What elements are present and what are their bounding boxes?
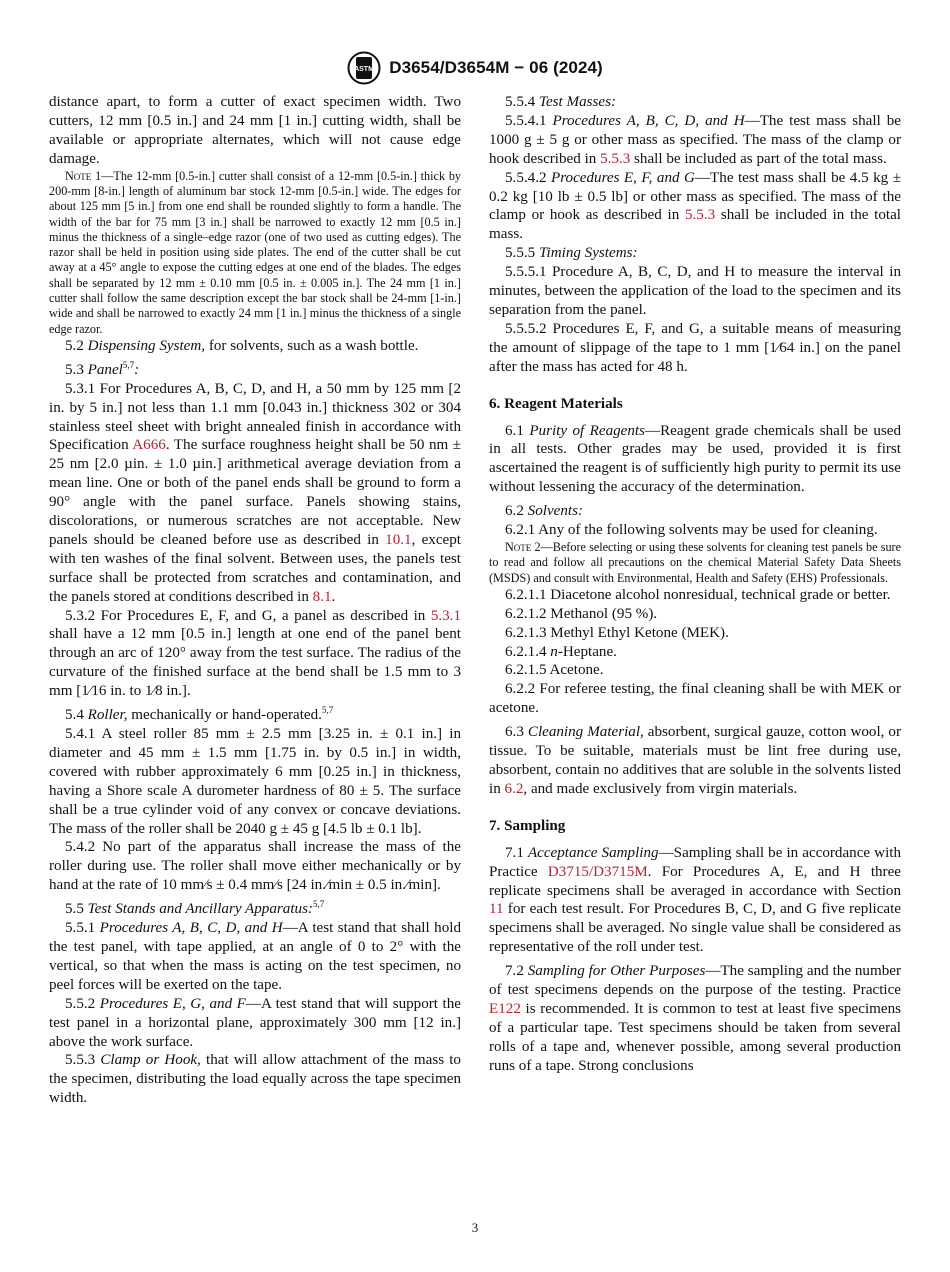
section-number: 5.3 — [65, 361, 84, 378]
section-number: 5.5.2 — [65, 995, 96, 1012]
section-title: Acceptance Sampling — [527, 844, 659, 861]
section-title: Timing Systems: — [538, 245, 638, 262]
section-number: 5.5.5 — [505, 245, 536, 262]
section-title: Test Stands and Ancillary Apparatus: — [87, 901, 313, 918]
section-6-2-1-5: 6.2.1.5 Acetone. — [505, 662, 604, 679]
section-text: mechanically or hand-operated. — [127, 707, 322, 724]
section-7-heading: 7. Sampling — [489, 817, 566, 834]
section-6-1 — [489, 422, 901, 498]
section-5-5-2 — [49, 995, 461, 1052]
section-text: shall have a 12 mm [0.5 in.] length at one end of the panel bent through an arc of 120° away from the test surface. The radius of the curvature of the finished surface at the bend shall be 1.5 mm to 3 mm [1⁄16 in. to 1⁄8 in.]. — [49, 626, 461, 700]
section-6-2-1: 6.2.1 Any of the following solvents may be used for cleaning. — [505, 522, 878, 539]
section-number: 5.4 — [65, 707, 84, 724]
section-text: shall be included in the total mass. — [489, 207, 901, 243]
section-5-4-1: 5.4.1 A steel roller 85 mm ± 2.5 mm [3.25 in. ± 0.1 in.] in diameter and 45 mm ± 1.5 mm [1.75 in. by 0.5 in.] in width, covered with rubber approximately 6 mm [0.25 in.] in thickness, having a Shore scale A durometer hardness of 80 ± 5. The surface shall be a true cylinder void of any convex or concave deviations. The mass of the roller shall be 2040 g ± 45 g [4.5 lb ± 0.1 lb]. — [49, 726, 461, 837]
note-2-text: —Before selecting or using these solvents for cleaning test panels be sure to read and follow all precautions on the chemical Material Safety Data Sheets (MSDS) and consult with Environmental, Health and Safety (EHS) Professionals. — [489, 539, 901, 585]
section-text: . — [331, 588, 336, 605]
section-text: for each test result. For Procedures B, C, D, and G five replicate specimens shall be averaged. No single value shall be considered as representative of the roll under test. — [489, 901, 901, 956]
section-text: —The test mass shall be 1000 g ± 5 g or other mass as specified. The mass of the clamp or hook described in — [489, 112, 901, 167]
note-2-label: Note 2 — [505, 539, 541, 554]
footnote-ref: 5,7 — [312, 899, 325, 910]
ref-link-d3715[interactable]: D3715/D3715M — [547, 863, 648, 880]
section-6-heading: 6. Reagent Materials — [489, 395, 623, 412]
section-title: Clamp or Hook, — [100, 1052, 201, 1069]
section-5-3 — [49, 361, 461, 380]
note-2 — [489, 540, 901, 586]
section-6-3 — [489, 723, 901, 799]
section-text: 5.3.2 For Procedures E, F, and G, a panel as described in — [65, 607, 431, 624]
right-column — [489, 93, 901, 1076]
section-5-5-4-1 — [489, 112, 901, 169]
section-number: 6.1 — [505, 422, 524, 439]
section-6-2-2: 6.2.2 For referee testing, the final cleaning shall be with MEK or acetone. — [489, 681, 901, 717]
document-designation: D3654/D3654M − 06 (2024) — [389, 58, 603, 77]
note-1 — [49, 169, 461, 337]
section-number: 5.5.4.1 — [505, 112, 547, 129]
section-text: , except with ten washes of the final solvent. Between uses, the panels test surface shall be protected from scratches and contamination, and the panels stored at conditions described in — [49, 531, 461, 605]
section-number: 5.5 — [65, 901, 84, 918]
section-title: Roller, — [87, 707, 128, 724]
section-number: 5.5.4.2 — [505, 169, 547, 186]
section-text: —A test stand that shall hold the test panel, with tape applied, at an angle of 0 to 2° with the vertical, so that when the mass is acting on the test specimen, no peel forces will be exerted on the tape. — [49, 920, 461, 993]
section-number: 5.5.3 — [65, 1052, 96, 1069]
section-5-5 — [49, 900, 461, 919]
section-number: 6.2 — [505, 503, 524, 520]
section-5-2 — [49, 337, 461, 356]
section-title: Purity of Reagents — [529, 422, 645, 439]
section-5-4 — [49, 706, 461, 725]
section-title: Sampling for Other Purposes — [527, 963, 706, 980]
section-5-5-3 — [49, 1051, 461, 1108]
section-number: 5.5.1 — [65, 920, 96, 937]
section-text: —Sampling shall be in accordance with Practice — [489, 844, 901, 880]
section-6-2-1-2: 6.2.1.2 Methanol (95 %). — [505, 605, 658, 622]
section-text: —The test mass shall be 4.5 kg ± 0.2 kg [10 lb ± 0.5 lb] or other mass as specified. The mass of the clamp or hook as described in — [489, 169, 901, 224]
section-text: —Reagent grade chemicals shall be used in all tests. Other grades may be used, provided it is first ascertained the reagent is of sufficiently high purity to permit its use without lessening the accuracy of the determination. — [489, 422, 901, 496]
paragraph-continuation: distance apart, to form a cutter of exact specimen width. Two cutters, 12 mm [0.5 in.] and 24 mm [1 in.] cutting width, shall be available or appropriate alternates, which will not cause edge damage. — [49, 94, 461, 167]
section-7-1 — [489, 844, 901, 957]
section-5-5-1 — [49, 919, 461, 995]
section-title: Dispensing System, — [87, 337, 206, 354]
section-text: is recommended. It is common to test at least five specimens of a particular tape. Test specimens should be taken from several rolls of a tape and, whenever possible, among several production runs of a tape. Strong conclusions — [489, 1000, 901, 1074]
section-text: —A test stand that will support the test panel in a horizontal plane, approximately 300 mm [12 in.] above the work surface. — [49, 995, 461, 1050]
section-5-3-2 — [49, 607, 461, 702]
section-text: —The sampling and the number of test specimens depends on the purpose of the testing. Practice — [489, 963, 901, 999]
astm-logo-icon — [347, 51, 381, 85]
left-column — [49, 93, 461, 1108]
section-6-2-1-1: 6.2.1.1 Diacetone alcohol nonresidual, technical grade or better. — [505, 586, 891, 603]
section-6-2-1-4 — [489, 643, 901, 662]
section-text: 5.3.1 For Procedures A, B, C, D, and H, a 50 mm by 125 mm [2 in. by 5 in.] not less than 1.1 mm [0.043 in.] thickness 302 or 304 stainless steel sheet with bright annealed finish in accordance with Specification — [49, 380, 461, 454]
section-7-2 — [489, 962, 901, 1075]
section-number: 6.2.1.4 — [505, 643, 551, 660]
section-6-2 — [489, 502, 901, 521]
section-text: that will allow attachment of the mass to the specimen, distributing the load equally across the tape specimen width. — [49, 1052, 461, 1107]
section-title: Procedures E, F, and G — [551, 169, 695, 186]
ref-link-5-5-3[interactable]: 5.5.3 — [684, 207, 716, 224]
section-title: Test Masses: — [538, 94, 616, 110]
section-text: for solvents, such as a wash bottle. — [205, 337, 419, 354]
section-colon: : — [134, 361, 140, 378]
section-5-5-4-2 — [489, 169, 901, 245]
section-number: 7.1 — [505, 844, 524, 861]
section-title: Cleaning Material, — [527, 724, 644, 741]
ref-link-section-11[interactable]: 11 — [489, 901, 504, 918]
ref-link-e122[interactable]: E122 — [489, 1000, 521, 1017]
ref-link-10-1[interactable]: 10.1 — [385, 531, 412, 548]
section-5-5-4 — [489, 93, 901, 112]
ref-link-a666[interactable]: A666 — [132, 437, 166, 454]
ref-link-8-1[interactable]: 8.1 — [312, 588, 332, 605]
footnote-ref: 5,7 — [321, 705, 334, 716]
section-title: Procedures A, B, C, D, and H — [99, 920, 283, 937]
page-number: 3 — [471, 1220, 479, 1235]
section-text: absorbent, surgical gauze, cotton wool, or tissue. To be suitable, materials must be lint free during use, absorbent, contain no additives that are soluble in the solvents listed in — [489, 724, 901, 797]
note-1-label: Note 1 — [65, 168, 102, 183]
ref-link-5-3-1[interactable]: 5.3.1 — [430, 607, 461, 624]
ref-link-6-2[interactable]: 6.2 — [504, 780, 524, 797]
section-text: shall be included as part of the total mass. — [630, 150, 887, 167]
section-5-4-2: 5.4.2 No part of the apparatus shall increase the mass of the roller during use. The roller shall move either mechanically or by hand at the rate of 10 mm⁄s ± 0.4 mm⁄s [24 in.⁄min ± 0.5 in.⁄min]. — [49, 839, 461, 894]
section-5-5-5-1: 5.5.5.1 Procedure A, B, C, D, and H to measure the interval in minutes, between the application of the load to the specimen and its separation from the panel. — [489, 264, 901, 318]
section-title: Procedures E, G, and F — [99, 995, 246, 1012]
astm-logo-text: ASTM — [354, 66, 375, 73]
section-title: Panel — [87, 361, 123, 378]
section-number: 7.2 — [505, 963, 524, 980]
section-number: 5.2 — [65, 337, 84, 354]
page-header — [0, 50, 950, 86]
section-number: 6.3 — [505, 724, 524, 741]
italic-n: n — [550, 643, 558, 660]
section-title: Solvents: — [527, 503, 583, 520]
footnote-ref: 5,7 — [122, 359, 135, 370]
section-5-3-1 — [49, 380, 461, 607]
section-5-5-5 — [489, 244, 901, 263]
section-text: , and made exclusively from virgin materials. — [523, 780, 798, 797]
section-text: . For Procedures A, E, and H three replicate specimens shall be averaged in accordance with Section — [489, 863, 901, 899]
ref-link-5-5-3[interactable]: 5.5.3 — [600, 150, 631, 167]
section-6-2-1-3: 6.2.1.3 Methyl Ethyl Ketone (MEK). — [505, 624, 729, 641]
section-title: Procedures A, B, C, D, and H — [552, 112, 745, 129]
section-number: 5.5.4 — [505, 94, 536, 110]
note-1-text: —The 12-mm [0.5-in.] cutter shall consist of a 12-mm [0.5-in.] thick by 200-mm [8-in.] length of aluminum bar stock 12-mm [0.5-in.] wide. The edges for about 125 mm [5 in.] from one end shall be rounded slightly to form a handle. The width of the bar for 75 mm [3 in.] shall be narrowed to exactly 12 mm [0.5 in.] minus the thickness of a single–edge razor (one of two used as cutting edges). The razor shall be held in position using side plates. The end of the cutter shall be cut away at a 45° angle to expose the cutting edges at one end of the blades. The edges shall be separated by 12 mm ± 0.10 mm [0.5 in. ± 0.005 in.]. The 24 mm [1 in.] cutter shall follow the same description except the bar stock shall be 24-mm [1-in.] wide and shall be narrowed to exactly 24 mm [1 in.] minus the thickness of a single edge razor. — [49, 168, 462, 336]
section-text: -Heptane. — [557, 643, 617, 660]
section-text: . The surface roughness height shall be 50 nm ± 25 nm [2.0 µin. ± 1.0 µin.] arithmetical average deviation from a mean line. One or both of the panel ends shall be ground to form a 90° angle with the panel surface. Panels showing stains, discolorations, or numerous scratches are not acceptable. New panels should be cleaned before use as described in — [49, 437, 461, 548]
section-5-5-5-2: 5.5.5.2 Procedures E, F, and G, a suitable means of measuring the amount of slippage of the tape to 1 mm [1⁄64 in.] on the panel after the mass has acted for 48 h. — [489, 320, 901, 375]
